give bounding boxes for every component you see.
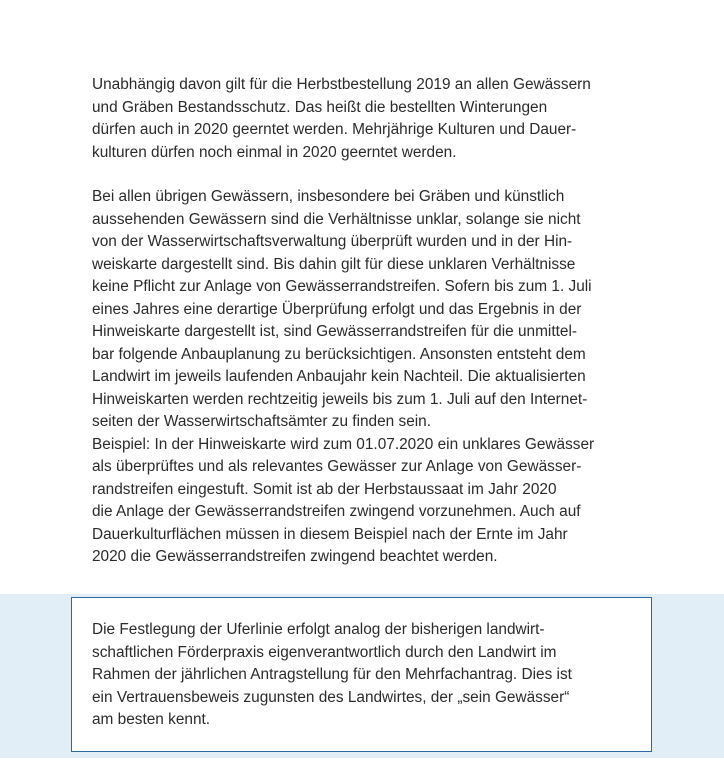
text-line: ein Vertrauensbeweis zugunsten des Landwirtes, der „sein Gewässer“: [92, 688, 570, 706]
text-line: Bei allen übrigen Gewässern, insbesondere bei Gräben und künstlich: [92, 188, 565, 205]
text-line: von der Wasserwirtschaftsverwaltung überprüft wurden und in der Hin-: [92, 233, 573, 250]
text-line: Die Festlegung der Uferlinie erfolgt analog der bisherigen landwirt-: [92, 621, 545, 638]
text-line: Unabhängig davon gilt für die Herbstbestellung 2019 an allen Gewässern: [92, 76, 591, 93]
text-line: Rahmen der jährlichen Antragstellung für den Mehrfachantrag. Dies ist: [92, 666, 572, 683]
callout-text: [92, 619, 572, 732]
paragraph-unklare-gewaesser: [92, 186, 594, 569]
text-line: Landwirt im jeweils laufenden Anbaujahr kein Nachteil. Die aktualisierten: [92, 368, 586, 385]
text-line: die Anlage der Gewässerrandstreifen zwingend vorzunehmen. Auch auf: [92, 503, 581, 520]
text-line: 2020 die Gewässerrandstreifen zwingend beachtet werden.: [92, 548, 498, 565]
text-line: aussehenden Gewässern sind die Verhältnisse unklar, solange sie nicht: [92, 210, 581, 228]
text-line: Hinweiskarten werden rechtzeitig jeweils bis zum 1. Juli auf den Internet-: [92, 390, 588, 408]
text-line: dürfen auch in 2020 geerntet werden. Mehrjährige Kulturen und Dauer-: [92, 121, 577, 138]
text-line: weiskarte dargestellt sind. Bis dahin gilt für diese unklaren Verhältnisse: [92, 255, 576, 273]
text-line: Hinweiskarte dargestellt ist, sind Gewässerrandstreifen für die unmittel-: [92, 323, 578, 340]
text-line: Dauerkulturflächen müssen in diesem Beispiel nach der Ernte im Jahr: [92, 525, 568, 543]
text-line: am besten kennt.: [92, 711, 211, 728]
text-line: und Gräben Bestandsschutz. Das heißt die bestellten Winterungen: [92, 98, 548, 116]
text-line: bar folgende Anbauplanung zu berücksichtigen. Ansonsten entsteht dem: [92, 345, 586, 363]
text-line: Beispiel: In der Hinweiskarte wird zum 01.07.2020 ein unklares Gewässer: [92, 435, 595, 453]
text-line: schaftlichen Förderpraxis eigenverantwortlich durch den Landwirt im: [92, 643, 557, 661]
text-line: eines Jahres eine derartige Überprüfung erfolgt und das Ergebnis in der: [92, 300, 582, 318]
text-line: keine Pflicht zur Anlage von Gewässerrandstreifen. Sofern bis zum 1. Juli: [92, 278, 592, 295]
paragraph-bestandsschutz: [92, 74, 591, 164]
text-line: als überprüftes und als relevantes Gewässer zur Anlage von Gewässer-: [92, 458, 582, 475]
text-line: kulturen dürfen noch einmal in 2020 geerntet werden.: [92, 143, 457, 161]
text-line: randstreifen eingestuft. Somit ist ab der Herbstaussaat im Jahr 2020: [92, 480, 557, 498]
text-line: seiten der Wasserwirtschaftsämter zu finden sein.: [92, 413, 432, 430]
